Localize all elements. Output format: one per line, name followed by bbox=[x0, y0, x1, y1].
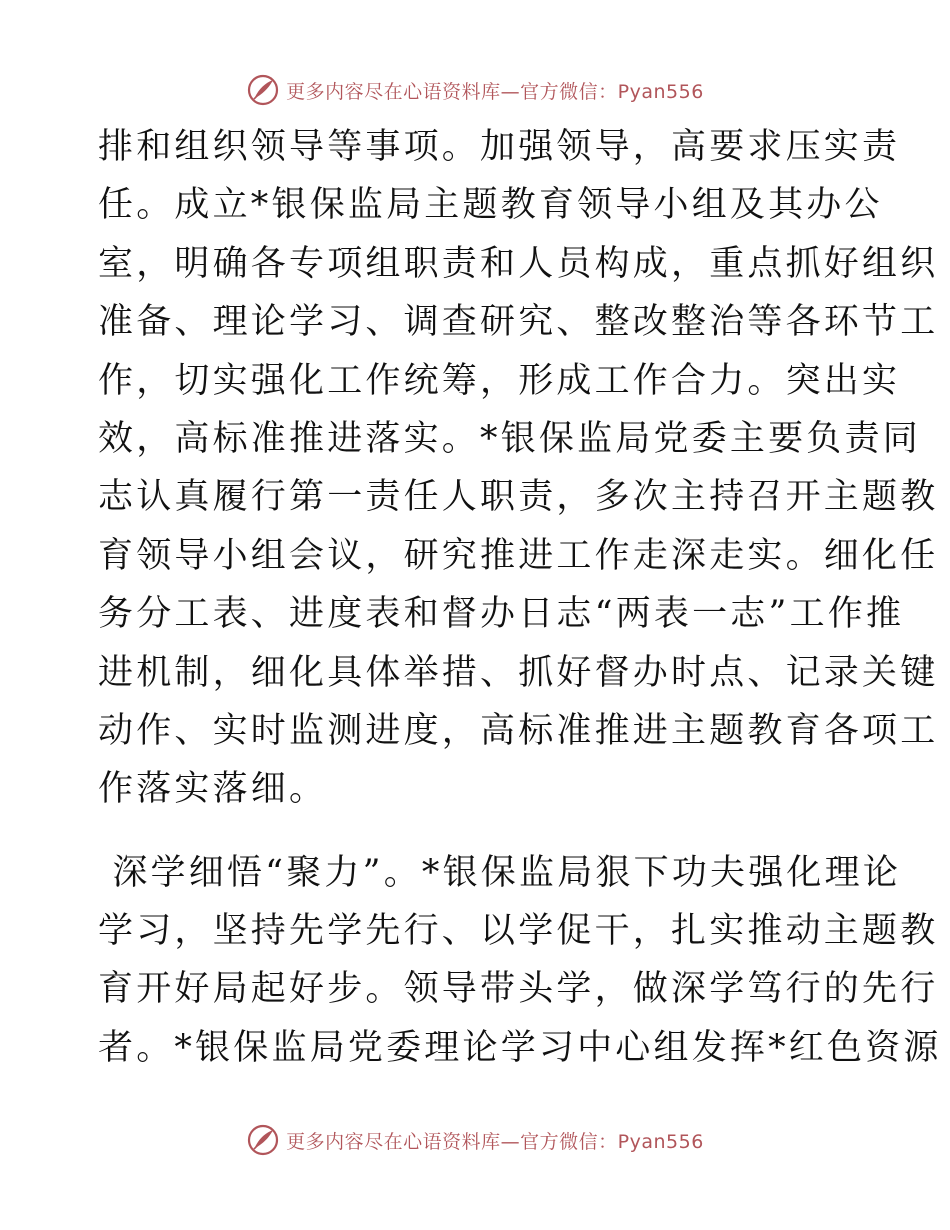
text-line: 育领导小组会议，研究推进工作走深走实。细化任 bbox=[98, 535, 939, 576]
paragraph-2 bbox=[98, 844, 942, 1078]
text-line: 排和组织领导等事项。加强领导，高要求压实责 bbox=[98, 127, 901, 167]
text-line: 者。*银保监局党委理论学习中心组发挥*红色资源 bbox=[98, 1027, 942, 1068]
feather-pen-logo-icon bbox=[246, 1123, 280, 1157]
text-line: 作，切实强化工作统筹，形成工作合力。突出实 bbox=[98, 360, 901, 401]
text-line: 学习，坚持先学先行、以学促干，扎实推动主题教 bbox=[98, 911, 939, 952]
text-line: 任。成立*银保监局主题教育领导小组及其办公 bbox=[98, 185, 883, 226]
text-line: 室，明确各专项组职责和人员构成，重点抓好组织 bbox=[98, 243, 939, 284]
text-line: 育开好局起好步。领导带头学，做深学笃行的先行 bbox=[98, 969, 939, 1010]
watermark-text: 更多内容尽在心语资料库—官方微信：Pyan556 bbox=[286, 1130, 704, 1153]
text-line: 效，高标准推进落实。*银保监局党委主要负责同 bbox=[98, 418, 921, 459]
watermark-text: 更多内容尽在心语资料库—官方微信：Pyan556 bbox=[286, 80, 704, 103]
paragraph-1 bbox=[98, 118, 939, 819]
text-line: 志认真履行第一责任人职责，多次主持召开主题教 bbox=[98, 477, 939, 518]
footer-watermark bbox=[0, 1120, 950, 1160]
text-line: 动作、实时监测进度，高标准推进主题教育各项工 bbox=[98, 710, 939, 751]
text-line: 准备、理论学习、调查研究、整改整治等各环节工 bbox=[98, 302, 939, 343]
feather-pen-logo-icon bbox=[246, 73, 280, 107]
text-line: 进机制，细化具体举措、抓好督办时点、记录关键 bbox=[98, 652, 939, 693]
text-line: 务分工表、进度表和督办日志“两表一志”工作推 bbox=[98, 594, 905, 635]
header-watermark bbox=[0, 70, 950, 110]
paragraph-spacer bbox=[98, 819, 858, 844]
document-body bbox=[98, 118, 942, 1077]
text-line: 作落实落细。 bbox=[98, 769, 328, 810]
text-line: 深学细悟“聚力”。*银保监局狠下功夫强化理论 bbox=[98, 852, 902, 893]
